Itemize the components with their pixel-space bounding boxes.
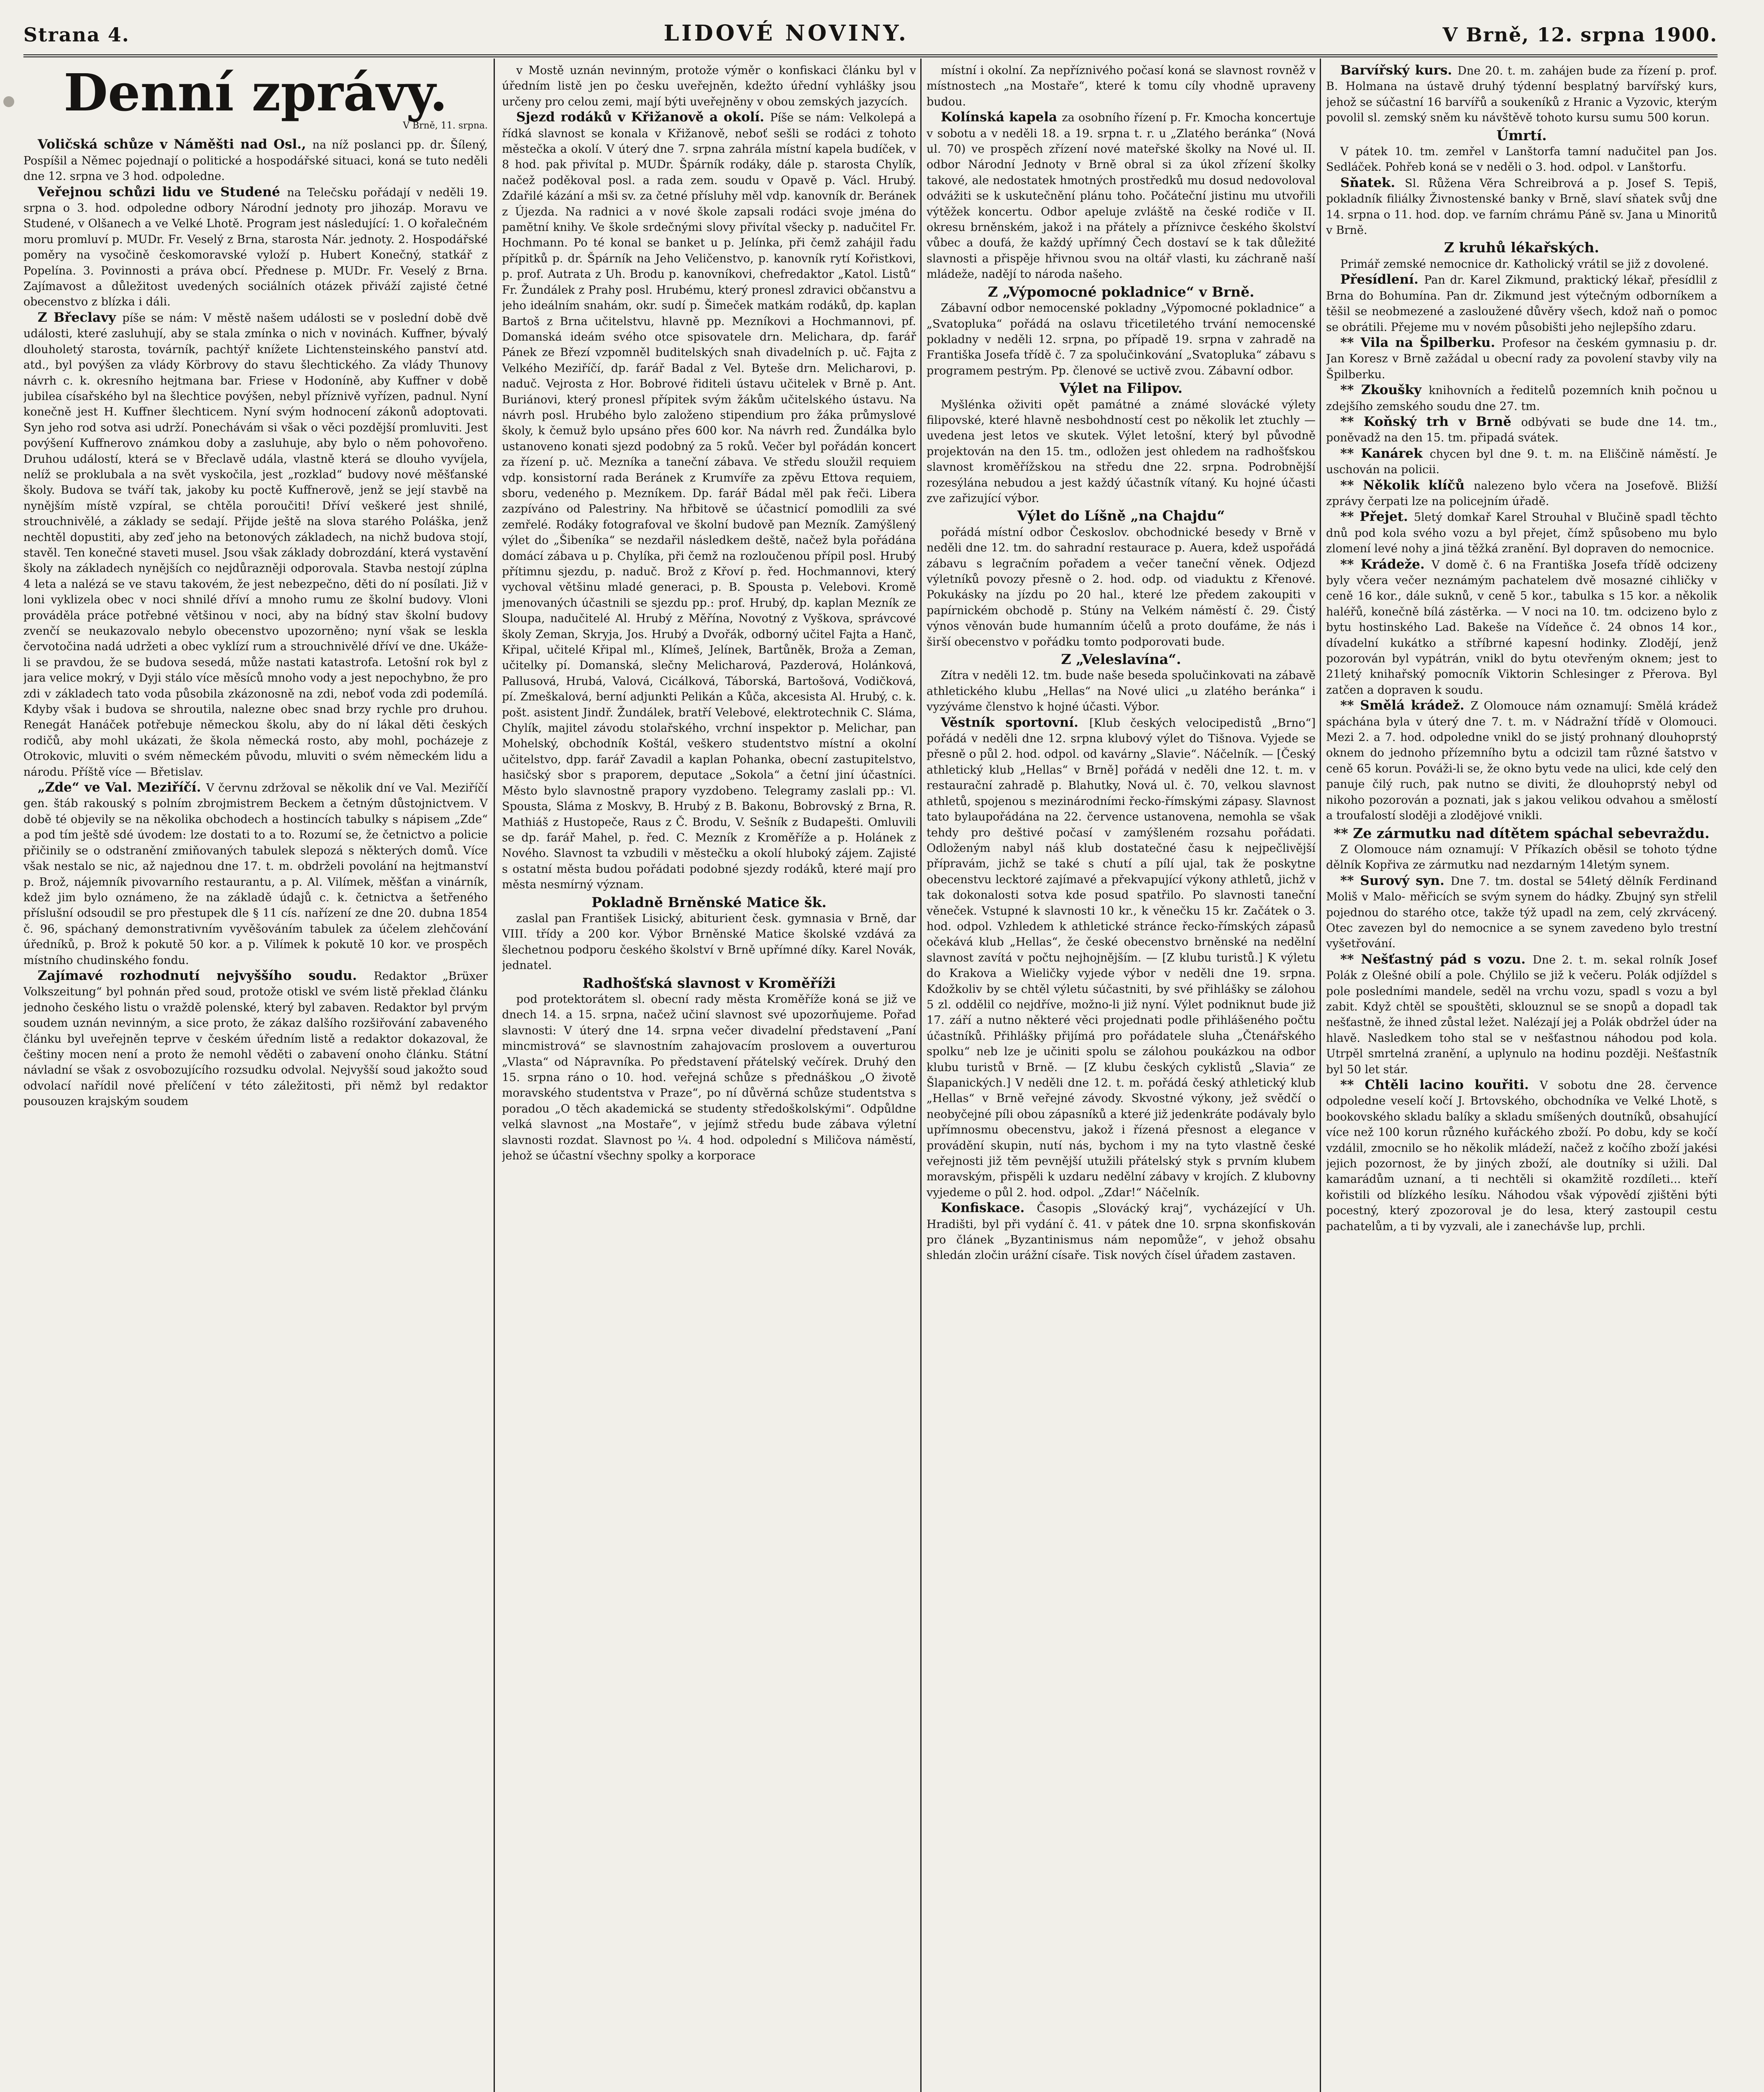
column-divider bbox=[920, 59, 922, 2092]
article-headline: Z „Výpomocné pokladnice“ v Brně. bbox=[988, 283, 1255, 300]
article-headline: Voličská schůze v Náměšti nad Osl., bbox=[38, 137, 312, 152]
page-header bbox=[23, 13, 1718, 46]
article-paragraph bbox=[23, 780, 488, 968]
article-paragraph bbox=[1326, 557, 1717, 698]
column-1 bbox=[23, 63, 488, 2092]
column-divider bbox=[494, 59, 495, 2092]
article-body: V domě č. 6 na Františka Josefa třídě odcizeny byly včera večer neznámým pachatelem dvě mosazné cihličky v ceně 16 kor., dále suknů, v ceně 5 kor., tabulka s 15 kor. a několik haléřů, konečně bílá zástěrka. — V noci na 10. tm. odcizeno bylo z bytu hostinského Lad. Bakeše na Vídeňce č. 24 obnos 14 kor., dívadelní kukátko a stříbrné kapesní hodinky. Zlodějí, jenž pozorován byl vypátrán, vnikl do bytu otevřeným oknem; jest to 21letý knihařský pomocník Viktorin Schlesinger z Přerova. Byl zatčen a dopraven k soudu. bbox=[1326, 558, 1717, 697]
article-paragraph bbox=[927, 715, 1316, 1201]
article-headline: Barvířský kurs. bbox=[1340, 63, 1458, 78]
article-paragraph bbox=[927, 300, 1316, 379]
article-headline: ** Přejet. bbox=[1340, 509, 1414, 525]
article-body: V červnu zdržoval se několik dní ve Val. Meziříčí gen. štáb rakouský s polním zbrojmistrem Beckem a četným důstojnictvem. V době té objevily se na několika obchodech a hostincích tabulky s nápisem „Zde“ a pod tím ještě sdé úvodem: lze dostati to a to. Rozumí se, že četnictvo a policie přičinily se o odstranění zmiňovaných tabulek slepozá s některých domů. Více však nestalo se nic, až najednou dne 17. t. m. obdrželi povolání na hejtmanství p. Brož, nájemník pivovarního restaurantu, a p. Al. Vilímek, měšťan a vinárník, kdež jim bylo oznámeno, že na základě údajů c. k. četnictva a šetřeného příslušní odsoudil se pro přestupek dle § 11 cís. nařízení ze dne 20. dubna 1854 č. 96, spáchaný demonstrativním vyvěšováním tabulek za účelem zlehčování úředníků, p. Brož k pokutě 50 kor. a p. Vilímek k pokutě 10 kor. ve prospěch místního chudinského fondu. bbox=[23, 782, 488, 967]
article-body: píše se nám: V městě našem události se v poslední době dvě události, které zasluhují, aby se stala zmínka o nich v novinách. Kuffner, bývalý dlouholetý starosta, továrník, pachtýř knížete Lichtensteinského panství atd. atd., byl povýšen za vlády Körbrovy do stavu šlechtického. Za vlády Thunovy návrh c. k. okresního hejtmana bar. Friese v Hodoníně, aby Kuffner v době jubilea císařského byl na šlechtice povýšen, nebyl příznivě vyřízen, padnul. Nyní konečně jest H. Kuffner šlechticem. Nyní svým hodnocení zákonů adoptovati. Syn jeho rod sotva asi udrží. Ponechávám si však o věci pozdější promluviti. Jest povýšení Kuffnerovo známkou doby a zasluhuje, aby bylo o něm pohovořeno. Druhou událostí, která se v Břeclavě udála, vlastně která se dlouho vyvíjela, nelíž se proklubala a na svět vyskočila, jest „rozklad“ budovy nové měšťanské školy. Budova se tváří tak, jakoby ku poctě Kuffnerově, jenž se její stavbě na nynějším místě vzpíral, se chtěla poroučiti! Dříví veškeré jest shnilé, strouchnivělé, a základy se sedají. Přijde ještě na slova starého Poláška, jenž nechtěl dopustiti, aby zeď jeho na betonových základech, na nichž budova stojí, stavěl. Ten konečné staveti musel. Jsou však základy dobrozdání, která vystavění školy na základech nynějších co nejdůrazněji odporovala. Stavba nestojí zúplna 4 leta a nalézá se ve stavu takovém, že jest nebezpečno, děti do ní posílati. Již v loni vyklizela obec v noci shnilé dříví a mnoho rumu ze školní budovy. Vloni prováděla práce potřebné většinou v noci, aby na bídný stav školní budovy zvenčí se neukazovalo nebylo obecenstvo upozorněno; nyní však se leskla červotočina nadá udržeti a obec vyklízí rum a strouchnivělé dříví ve dne. Ukáže-li se pravdou, že se budova sesedá, může nastati katastrofa. Letošní rok byl z jara velice mokrý, v Dyji stálo více měsíců mnoho vody a jest nepochybno, že pro zdi v základech tato voda působila zkázonosně na zdi, neboť voda zdi podemílá. Kdyby však i budova se shroutila, nalezne obec snad brzy rychle pro druhou. Renegát Hanáček potřebuje německou školu, aby do ní lákal děti českých rodičů, aby mohl ukázati, že škola německá rosto, aby mohl, pocházeje z Otrokovic, mluviti o svém německém původu, mluviti o svém německém lidu a národu. Příště více — Břetislav. bbox=[23, 311, 488, 779]
article-headline: ** Krádeže. bbox=[1340, 556, 1432, 572]
article-paragraph bbox=[1326, 256, 1717, 272]
article-body: Profesor na českém gymnasiu p. dr. Jan Koresz v Brně zažádal u obecní rady za povolení stavby vily na Špilberku. bbox=[1326, 336, 1717, 381]
article-body: v Mostě uznán nevinným, protože výměr o konfiskaci článku byl v úředním listě jen po česku uveřejněn, kdežto úřední vyhlášky jsou určeny pro celou zemi, mají býti uveřejněny v obou zemských jazycích. bbox=[502, 64, 916, 108]
article-body: pořádá místní odbor Českoslov. obchodnické besedy v Brně v neděli dne 12. tm. do sahradní restaurace p. Auera, kdež uspořádá zábavu s legračním pořadem a večer taneční věnek. Odjezd výletníků povozy přesně o 2. hod. odp. od viaduktu z Křenové. Pokukásky na jízdu po 20 hal., které lze předem zakoupiti v papírnickém obchodě p. Stúny na Velkém náměstí č. 29. Čistý výnos věnován bude humanním účelů a proto doufáme, že nás i širší obecenstvo v pořádku tomto podporovati bude. bbox=[927, 526, 1316, 649]
article-body: Z Olomouce nám oznamují: Smělá krádež spáchána byla v úterý dne 7. t. m. v Nádražní třídě v Olomouci. Mezi 2. a 7. hod. odpoledne vnikl do se jistý prohnaný dlouhoprstý oknem do jednoho přízemního bytu a odcizil tam různé šatstvo v ceně 65 korun. Pováži-li se, že okno bytu vede na ulici, kde celý den panuje čilý ruch, pak nutno se diviti, že dlouhoprstý nebyl od nikoho pozorován a poznati, jak s jakou velikou odvahou a smělostí a troufalostí sloději a zlodějové vnikli. bbox=[1326, 700, 1717, 823]
article-paragraph bbox=[1326, 175, 1717, 238]
article-headline: Veřejnou schůzi lidu ve Studené bbox=[38, 184, 287, 200]
article-headline: Úmrtí. bbox=[1496, 127, 1547, 144]
article-body: [Klub českých velocipedistů „Brno“] pořádá v neděli dne 12. srpna klubový výlet do Tišnova. Vyjede se přesně o půl 2. hod. odpol. od kavárny „Slavie“. Náčelník. — [Český athletický klub „Hellas“ v Brně] pořádá v neděli dne 12. t. m. v restaurační zahradě p. Blahutky, Nová ul. č. 70, velkou slavnost athletů, spojenou s mezinárodními řecko-římskými zápasy. Slavnost tato bylaupořádána na 22. července ustanovena, nemohla se však tehdy pro deštivé počasí v zamýšleném rozsahu pořádati. Odloženým nabyl náš klub dostatečné času k nejpečlivější přípravám, jichž se také s chutí a pílí ujal, tak že poskytne obecenstvu lecktoré zajímavé a překvapující výkony athletů, jichž v tak dokonalosti sotva kde posud spatřilo. Po slavnosti taneční věneček. Vstupné k slavnosti 10 kr., k věnečku 15 kr. Začátek o 3. hod. odpol. Vzhledem k athletické stránce řecko-římských zápasů očekává klub „Hellas“, že české obecenstvo brněnské na nedělní slavnost zavítá v počtu nejhojnějším. — [Z klubu turistů.] K výletu do Krakova a Wieličky vyjede výbor v neděli dne 19. srpna. Kdožkoliv by se chtěl výletu súčastniti, by své přihlášky se zálohou 5 zl. oddělil co nejdříve, možno-li již nyní. Výlet podniknut bude již 17. září a nutno některé věci projednati podle přihlášeného počtu účastníků. Přihlášky přijímá pro pořádatele sluha „Čtenářského spolku“ neb lze je učiniti spolu se zálohou poukázkou na odbor klubu turistů v Brně. — [Z klubu českých cyklistů „Slavia“ ze Šlapanických.] V neděli dne 12. t. m. pořádá český athletický klub „Hellas“ v Brně veřejné závody. Skvostné výkony, jež svědčí o neobyčejné píli obou zápasníků a které již jedenkráte podávaly bylo upřímnosmu obecenstvu, jakož i řízená přesnost a elegance v provádění skupin, nutí nás, bychom i my na tyto vlastně české veřejnosti již těm pevnější utužili přátelský styk s prvním klubem moravským, přispěli k uzdaru nedělní zábavy v krojích. Z klubovny vyjedeme o půl 2. hod. odpol. „Zdar!“ Náčelník. bbox=[927, 716, 1316, 1199]
section-dateline: V Brně, 11. srpna. bbox=[403, 120, 488, 131]
article-body: Dne 2. t. m. sekal rolník Josef Polák z Olešné obilí a pole. Chýlilo se již k večeru. Polák odjíždel s pole posledními mandele, seděl na vrchu vozu, spadl s vozu a byl zabit. Když chtěl se spouštěti, sklouznul se se snopů a dopadl tak nešťastně, že ihned zůstal ležet. Nalézají jej a Polák obdržel úder na hlavě. Nasledkem toho stal se v nešťastnou náhodou pod kola. Utrpěl smrtelná zranění, a uplynulo na hodinu později. Nešťastník byl 50 let stár. bbox=[1326, 953, 1717, 1076]
article-body: 5letý domkař Karel Strouhal v Blučině spadl těchto dnů pod kola svého vozu a byl přejet, čímž spůsobeno mu bylo zlomení levé nohy a jiná těžká zranění. Byl dopraven do nemocnice. bbox=[1326, 511, 1717, 556]
article-headline: ** Nešťastný pád s vozu. bbox=[1340, 951, 1533, 967]
article-body: Časopis „Slovácký kraj“, vycházející v Uh. Hradišti, byl při vydání č. 41. v pátek dne 10. srpna skonfiskován pro článek „Byzantinismus nám nepomůže“, v jehož obsahu shledán zločin urážní císaře. Tisk nových čísel úřadem zastaven. bbox=[927, 1202, 1316, 1262]
article-headline: Kolínská kapela bbox=[941, 110, 1062, 125]
column-3 bbox=[927, 63, 1316, 2092]
article-paragraph bbox=[502, 110, 916, 892]
article-body: za osobního řízení p. Fr. Kmocha koncertuje v sobotu a v neděli 18. a 19. srpna t. r. u „Zlatého beránka“ (Nová ul. 70) ve prospěch zřízení nové mateřské školky na Nové ul. II. odbor Národní Jednoty v Brně obral si za úkol zřízení školky takové, ale nedostatek hmotných prostředků mu dosud nedovoloval odvážiti se k uskutečnění plánu toho. Počáteční jistinu mu utvořili výtěžek koncertu. Odbor apeluje zvláště na české rodiče v II. okresu brněnském, jakož i na přátely a příznivce českého školství vůbec a doufá, že každý upřímný Čech dostaví se k tak důležité slavnosti a přispěje hřivnou svou na oltář vlasti, ku záchraně naší mládeže, nadějí to národa našeho. bbox=[927, 111, 1316, 281]
article-headline: ** Surový syn. bbox=[1340, 873, 1451, 888]
article-body: nalezeno bylo včera na Josefově. Bližší zprávy čerpati lze na policejním úřadě. bbox=[1326, 479, 1717, 508]
article-body: odbývati se bude dne 14. tm., poněvadž na den 15. tm. připadá svátek. bbox=[1326, 415, 1717, 445]
article-body: Sl. Růžena Věra Schreibrová a p. Josef S. Tepiš, pokladník filiálky Živnostenské banky v Brně, slaví sňatek svůj dne 14. srpna o 11. hod. dop. ve farním chrámu Páně sv. Jana u Minoritů v Brně. bbox=[1326, 177, 1717, 237]
article-paragraph bbox=[1326, 272, 1717, 335]
article-headline: ** Smělá krádež. bbox=[1340, 698, 1471, 713]
article-paragraph bbox=[927, 397, 1316, 507]
article-headline: ** Ze zármutku nad dítětem spáchal sebevraždu. bbox=[1334, 825, 1710, 841]
article-headline: ** Vila na Špilberku. bbox=[1340, 335, 1502, 350]
article-paragraph bbox=[1326, 335, 1717, 382]
article-body: Pan dr. Karel Zikmund, praktický lékař, přesídlil z Brna do Bohumína. Pan dr. Zikmund jest výtečným odborníkem a těšil se neobmezené a zasloužené důvěry všech, kdož naň o pomoc se obrátili. Přejeme mu v novém působišti jeho nejlepšího zdaru. bbox=[1326, 274, 1717, 334]
masthead: LIDOVÉ NOVINY. bbox=[663, 21, 909, 46]
article-paragraph bbox=[1326, 873, 1717, 952]
article-body: místní i okolní. Za nepříznivého počasí koná se slavnost rovněž v místnostech „na Mostaře“, které k tomu cíly vhodně upraveny budou. bbox=[927, 64, 1316, 108]
article-headline: ** Koňský trh v Brně bbox=[1340, 414, 1521, 429]
article-body: Myšlénka oživiti opět památné a známé slovácké výlety filipovské, které hlavně nesbohdností cest po několik let ztuchly — uvedena jest letos ve skutek. Výlet letošní, který byl původně projektován na den 15. tm., odložen jest ohledem na radhošťskou slavnost kroměřížskou na středu dne 22. srpna. Podrobnější rozesýlána nebudou a jest každý účastník vítaný. Ku hojné účasti zve zařizující výbor. bbox=[927, 398, 1316, 505]
article-headline: Zajímavé rozhodnutí nejvyššího soudu. bbox=[38, 968, 374, 983]
article-paragraph bbox=[1326, 698, 1717, 823]
article-headline: Výlet na Filipov. bbox=[1059, 380, 1183, 397]
article-body: chycen byl dne 9. t. m. na Eliščině náměstí. Je uschován na policii. bbox=[1326, 447, 1717, 477]
column-4 bbox=[1326, 63, 1717, 2092]
article-paragraph bbox=[23, 185, 488, 310]
article-body: Dne 7. tm. dostal se 54letý dělník Ferdinand Moliš v Malo- měřicích se svým synem do hádky. Zbujný syn střelil pojednou do starého otce, takže týž upadl na zem, celý zkrvácený. Otec zavezen byl do nemocnice a se synem zavedeno bylo trestní vyšetřování. bbox=[1326, 874, 1717, 951]
article-paragraph bbox=[1326, 446, 1717, 478]
header-rule bbox=[23, 54, 1718, 57]
article-paragraph bbox=[23, 310, 488, 780]
article-paragraph bbox=[1326, 1077, 1717, 1234]
article-paragraph bbox=[502, 992, 916, 1164]
article-body: na níž poslanci pp. dr. Šílený, Pospíšil a Němec pojednají o politické a hospodářské situaci, koná se tuto neděli dne 12. srpna ve 3 hod. odpoledne. bbox=[23, 138, 488, 183]
column-2 bbox=[502, 63, 916, 2092]
article-body: na Telečsku pořádají v neděli 19. srpna o 3. hod. odpoledne odbory Národní jednoty pro jihozáp. Moravu ve Studené, v Olšanech a ve Velké Lhotě. Program jest následující: 1. O kořalečném moru promluví p. MUDr. Fr. Veselý z Brna, starosta Nár. jednoty. 2. Hospodářské poměry na vysočině českomoravské vyloží p. Hubert Konečný, statkář z Popelína. 3. Povinnosti a práva obcí. Přednese p. MUDr. Fr. Veselý z Brna. Zajímavost a důležitost uvedených sociálních otázek přiváží zajisté četné obecenstvo z blízka i dáli. bbox=[23, 186, 488, 309]
article-headline: Sjezd rodáků v Křižanově a okolí. bbox=[516, 110, 770, 125]
article-headline: Sňatek. bbox=[1340, 175, 1405, 190]
article-headline: ** Chtěli lacino kouřiti. bbox=[1340, 1077, 1540, 1092]
article-paragraph bbox=[1326, 144, 1717, 175]
article-paragraph bbox=[927, 63, 1316, 110]
article-body: zaslal pan František Lisický, abiturient česk. gymnasia v Brně, dar VIII. třídy a 200 kor. Výbor Brněnské Matice školské vzdává za šlechetnou podporu českého školství v Brně upřímné díky. Karel Novák, jednatel. bbox=[502, 912, 916, 972]
article-body: knihovních a ředitelů pozemních knih počnou u zdejšího zemského soudu dne 27. tm. bbox=[1326, 384, 1717, 413]
section-title: Denní zprávy. bbox=[64, 63, 448, 123]
article-paragraph bbox=[502, 63, 916, 110]
article-headline: ** Zkoušky bbox=[1340, 382, 1429, 398]
article-paragraph bbox=[927, 525, 1316, 650]
article-body: pod protektorátem sl. obecní rady města Kroměříže koná se již ve dnech 14. a 15. srpna, načež učiní slavnost své upozorňujeme. Pořad slavnosti: V úterý dne 14. srpna večer divadelní představení „Paní mincmistrová“ se slavnostním zahajovacím proslovem a ouverturou „Vlasta“ od Nápravníka. Po představení přátelský večírek. Druhý den 15. srpna ráno o 10. hod. veřejná schůze s přednáškou „O životě moravského studentstva v Praze“, po ní důvěrná schůze studentstva s poradou „O těch akademická se studenty středoškolskými“. Odpůldne velká slavnost „na Mostaře“, v jejímž středu bude zábava výletní slavnosti rozdat. Slavnost po ¼. 4 hod. odpolední s Miličova náměstí, jehož se účastní všechny spolky a korporace bbox=[502, 992, 916, 1163]
article-paragraph bbox=[502, 911, 916, 974]
article-paragraph bbox=[927, 668, 1316, 715]
article-body: V pátek 10. tm. zemřel v Lanštorfa tamní nadučitel pan Jos. Sedláček. Pohřeb koná se v neděli o 3. hod. odpol. v Lanštorfu. bbox=[1326, 145, 1717, 174]
article-paragraph bbox=[23, 137, 488, 184]
article-paragraph bbox=[1326, 478, 1717, 510]
article-headline: Z „Veleslavína“. bbox=[1061, 651, 1181, 668]
article-paragraph bbox=[1326, 63, 1717, 126]
article-paragraph bbox=[927, 110, 1316, 282]
article-body: Z Olomouce nám oznamují: V Příkazích oběsil se tohoto týdne dělník Kopřiva ze zármutku nad nezdarným 14letým synem. bbox=[1326, 843, 1717, 872]
article-body: Zábavní odbor nemocenské pokladny „Výpomocné pokladnice“ a „Svatopluka“ pořádá na oslavu třicetiletého trvání nemocenské pokladny v neděli 12. srpna, po případě 19. srpna v zahradě na Františka Josefa třídě č. 7 za spolučinkování „Svatopluka“ zábavu s programem pestrým. Pp. členové se uctivě zvou. Zábavní odbor. bbox=[927, 302, 1316, 377]
article-paragraph bbox=[1326, 842, 1717, 873]
article-headline: ** Kanárek bbox=[1340, 446, 1430, 461]
page-number: Strana 4. bbox=[23, 23, 130, 46]
article-body: V sobotu dne 28. července odpoledne veselí kočí J. Brtovského, obchodníka ve Velké Lhotě, s bookovského skladu balíky a skladu smíšených doutníků, obsahující více než 100 korun různého kuřáckého zboží. Po dobu, kdy se kočí vzdálil, zmocnilo se ho několik mládeží, načež z kočího zboží jakési jejich pozornost, že by jiných zboží, ale doutníky si užili. Dal kamarádům uznaní, a ti nechtěli si okamžitě rozdíleti... kteří kořistili od blízkého lesíku. Náhodou však výpovědí zjištěni býti pocestný, který zpozoroval je do lesa, který zastoupil cestu pachatelům, a ti by vyzvali, ale i zanechávše lup, prchli. bbox=[1326, 1079, 1717, 1233]
article-headline: Přesídlení. bbox=[1340, 272, 1424, 287]
article-paragraph bbox=[1326, 382, 1717, 414]
article-body: Dne 20. t. m. zahájen bude za řízení p. prof. B. Holmana na ústavě druhý týdenní besplatný barvířský kurs, jehož se súčastní 16 barvířů a soukeníků z Hranic a Vyzovic, kterým povolil sl. zemský sněm ku návštěvě tohoto kursu sumu 500 korun. bbox=[1326, 64, 1717, 125]
article-headline: Z kruhů lékařských. bbox=[1444, 239, 1599, 256]
column-divider bbox=[1320, 59, 1321, 2092]
article-headline: ** Několik klíčů bbox=[1340, 477, 1474, 493]
issue-date: V Brně, 12. srpna 1900. bbox=[1442, 23, 1718, 46]
article-body: Primář zemské nemocnice dr. Katholický vrátil se již z dovolené. bbox=[1340, 257, 1709, 271]
article-headline: „Zde“ ve Val. Meziříčí. bbox=[38, 780, 206, 795]
article-body: Redaktor „Brüxer Volkszeitung“ byl pohnán před soud, protože otiskl ve svém listě překlad článku jednoho českého listu o vraždě polenské, který byl zabaven. Redaktor byl prvým soudem uznán nevinným, a sice proto, že zákaz dalšího rozšiřování zabaveného článku byl uveřejněn teprve v českém úředním listě a redaktor dokazoval, že češtiny mocen není a proto že nemohl věděti o zabavení onoho článku. Státní návladní se však z osvobozujícího rozsudku odvolal. Nejvyšší soud jakožto soud odvolací nařídil nové přelíčení v této záležitosti, při němž byl redaktor pousouzen krajským soudem bbox=[23, 969, 488, 1108]
article-headline: Konfiskace. bbox=[941, 1200, 1037, 1216]
article-paragraph bbox=[23, 968, 488, 1110]
binding-hole-mark bbox=[3, 96, 14, 107]
article-body: Píše se nám: Velkolepá a řídká slavnost se konala v Křižanově, neboť sešli se rodáci z tohoto městečka a okolí. V úterý dne 7. srpna zahrála místní kapela budíček, v 8 hod. pak přivítal p. MUDr. Špárník rodáky, dále p. starosta Chylík, načež poděkoval posl. a rada zem. soudu v Opavě p. Václ. Hrubý. Zdařilé kázání a mši sv. za četné přísluhy měl vdp. kanovník dr. Beránek z Újezda. Na radnici a v nové škole zapsali rodáci svoje jména do pamětní knihy. Ve škole srdečnými slovy přivítal všecky p. nadučitel Fr. Hochmann. Po té konal se banket u p. Jelínka, při čemž zahájil řadu přípitků p. dr. Špárník na Jeho Veličenstvo, p. kanovník rytí Kořistkovi, p. prof. Autrata z Uh. Brodu p. kanovníkovi, chefredaktor „Katol. Listů“ Fr. Žundálek z Prahy posl. Hrubému, který pronesl zdravici občanstvu a jeho ideálním snahám, okr. sudí p. Šimeček matkám rodáků, dp. kaplan Bartoš z Brna učitelstvu, hlavně pp. Mezníkovi a Hochmannovi, pf. Domanská ideám svého otce spisovatele drn. Melichara, dp. farář Pánek ze Březí vzpomněl buditelských snah divadelních p. uč. Fajta z Velkého Meziříčí, dp. farář Badal z Vel. Byteše drn. Melicharovi, p. naduč. Vejrosta z Hor. Bobrové řiditeli ústavu učitelek v Brně p. Ant. Buriánovi, který pronesl přípitek svým žákům učitelského ústavu. Na návrh posl. Hrubého bylo založeno stipendium pro žáka průmyslové školy, k čemuž bylo upsáno přes 600 kor. Na návrh red. Žundálka bylo ustanoveno konati sjezd podobný za 5 roků. Večer byl pořádán koncert za řízení p. uč. Mezníka a taneční zábava. Ve středu sloužil requiem vdp. konsistorní rada Beránek z Krumvíře za zpěvu Ettova requiem, sboru, vedeného p. Mezníkem. Dp. farář Bádal měl pak řeči. Libera zazpíváno od Palestriny. Na hřbitově se účastnicí pomodlili za své zemřelé. Rodáky fotografoval ve školní budově pan Mezník. Zamýšlený výlet do „Šibeníka“ se nezdařil následkem deště, načež byla pořádána domácí zábava u p. Chylíka, při čemž na rozloučenou přípil posl. Hrubý přítimnu sjezdu, p. naduč. Brož z Křoví p. řed. Hochmannovi, který vychoval většinu mladé generaci, p. B. Spousta p. Velebovi. Kromě jmenovaných účastnili se sjezdu pp.: prof. Hrubý, dp. kaplan Mezník ze Sloupa, nadučitelé Al. Hrubý z Měřína, Novotný z Vyškova, správcové školy Zeman, Skryja, Jos. Hrubý a Dvořák, odborný učitel Fajta a Hanč, Křipal, učitelé Křipal ml., Klímeš, Jelínek, Bartůněk, Broža a Zeman, učitelky pí. Domanská, slečny Melicharová, Pazderová, Holánková, Pallusová, Hrubá, Valová, Cicálková, Táborská, Bartošová, Vodičková, pí. Zmeškalová, berní adjunkti Pelikán a Kůča, akcesista Al. Hrubý, c. k. pošt. asistent Jindř. Žundálek, bratří Velebové, elektrotechnik C. Sláma, Chylík, majitel závodu stolařského, vrchní inspektor p. Melichar, pan Mohelský, obchodník Koštál, veškero studentstvo místní a okolní učitelstvo, dpp. farář Zavadil a kaplan Pohanka, obecní zastupitelstvo, hasičský sbor s praporem, deputace „Sokola“ a četní jiní účastníci. Město bylo slavnostně prapory vyzdobeno. Telegramy zaslali pp.: Vl. Spousta, Sláma z Moskvy, B. Hrubý z B. Bakonu, Bobrovský z Brna, R. Mathiáš z Hustopeče, Raus z Č. Brodu, V. Sešník z Budapešti. Omluvili se dp. farář Mahel, p. řed. C. Mezník z Kroměříže a p. Holánek z Nového. Slavnost ta vzbudili v městečku a okolí hluboký zájem. Zajisté s ostatní města budou pořádati podobné sjezdy rodáků, které mají pro města nesmírný význam. bbox=[502, 111, 916, 892]
article-paragraph bbox=[1326, 952, 1717, 1077]
article-paragraph bbox=[927, 1200, 1316, 1264]
article-headline: Výlet do Líšně „na Chajdu“ bbox=[1017, 508, 1225, 524]
article-paragraph bbox=[1326, 509, 1717, 556]
article-body: Zítra v neděli 12. tm. bude naše beseda spolučinkovati na zábavě athletického klubu „Hellas“ na Nové ulici „u zlatého beránka“ i vyzýváme členstvo k hojné účasti. Výbor. bbox=[927, 669, 1316, 714]
article-headline: Radhošťská slavnost v Kroměříži bbox=[582, 974, 836, 991]
article-headline: Pokladně Brněnské Matice šk. bbox=[591, 894, 827, 910]
article-paragraph bbox=[1326, 414, 1717, 446]
article-headline: Věstník sportovní. bbox=[941, 715, 1090, 730]
article-headline: Z Břeclavy bbox=[38, 310, 123, 325]
